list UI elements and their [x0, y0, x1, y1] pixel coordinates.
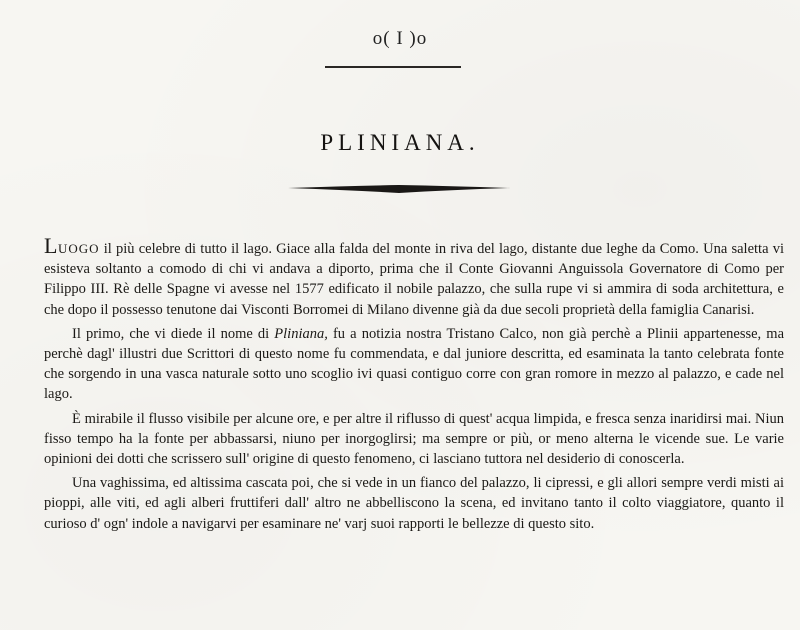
paragraph-4-text: Una vaghissima, ed altissima cascata poi, che si vede in un fianco del palazzo, li cipressi, e gli allori sempre verdi misti ai pioppi, alle viti, ed agli alberi fruttiferi dall' altro ne abbelliscono la scena, ed invitano tanto il colto viaggiatore, quanto il curioso d' ogn' indole a navigarvi per esaminare ne' varj suoi rapporti le bellezze di questo sito.: [44, 475, 784, 532]
paragraph-4: [44, 473, 784, 534]
paragraph-2: [44, 324, 784, 405]
dropcap-letter: L: [44, 233, 58, 258]
paragraph-3-text: È mirabile il flusso visibile per alcune ore, e per altre il riflusso di quest' acqua limpida, e fresca senza inaridirsi mai. Niun fisso tempo ha la fonte per abbassarsi, niuno per inorgoglirsi; ma sempre or più, or meno alterna le vicende sue. Le varie opinioni dei dotti che scrissero sull' origine di questo fenomeno, ci lasciano tuttora nel desiderio di conoscerla.: [44, 410, 784, 468]
smallcaps-word: UOGO: [57, 241, 100, 256]
paragraph-1-text: il più celebre di tutto il lago. Giace alla falda del monte in riva del lago, distante due leghe da Como. Una saletta vi esisteva soltanto a comodo di chi vi andava a diporto, prima che il Conte Giovanni Anguissola Governatore di Como per Filippo III. Rè delle Spagne vi avesse nel 1577 edificato il nobile palazzo, che sulla rupe vi si ammira di soda architettura, e che dopo il possesso tenutone dai Visconti Borromei di Milano divenne già da due secoli proprietà della famiglia Canarisi.: [44, 241, 784, 318]
title-ornament-rule: [288, 182, 510, 196]
paragraph-2-text-before: Il primo, che vi diede il nome di: [72, 325, 275, 342]
paragraph-2-text-after: fu a notizia nostra Tristano Calco, non già perchè a Plinii appartenesse, ma perchè dagl' illustri due Scrittori di questo nome fu commendata, e dal juniore descritta, ed esaminata la tanto celebrata fonte che sorgendo in una vasca naturale sotto uno scoglio ivi quasi contiguo corre con gran romore in mezzo al palazzo, e cade nel lago.: [44, 325, 784, 403]
header-rule: [325, 66, 461, 68]
paragraph-3: [44, 409, 784, 470]
page-number: o( I )o: [372, 28, 428, 49]
page-title: PLINIANA.: [320, 130, 480, 155]
italic-place-name: Pliniana,: [274, 325, 328, 342]
paragraph-1: [44, 233, 784, 320]
body-text: [44, 233, 784, 534]
